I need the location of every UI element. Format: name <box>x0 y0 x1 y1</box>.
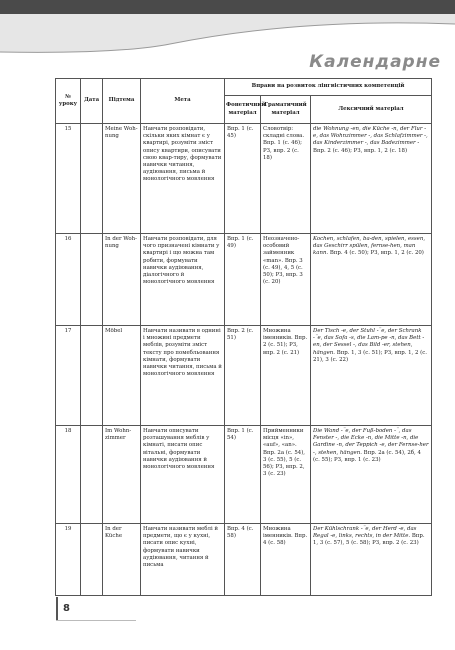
cell-grammar: Множина іменників. Впр. 4 (с. 58) <box>261 524 311 596</box>
cell-phonetic: Впр. 4 (с. 58) <box>225 524 261 596</box>
cell-lexical <box>311 524 432 596</box>
cell-lexical <box>311 124 432 234</box>
page-header-title: Календарне <box>309 52 441 72</box>
cell-date <box>81 326 103 426</box>
cell-date <box>81 234 103 326</box>
cell-num: 15 <box>56 124 81 234</box>
cell-goal: Навчати називати в однині і множині предмети меблів, розуміти зміст тексту про помебльовання кімнати, формувати навички читання, письма й монологічного мовлення <box>141 326 225 426</box>
cell-grammar: Множина іменників. Впр. 2 (с. 51); РЗ, впр. 2 (с. 21) <box>261 326 311 426</box>
table-row <box>56 326 432 426</box>
cell-topic: In der Küche <box>103 524 141 596</box>
table-row <box>56 124 432 234</box>
table-row <box>56 426 432 524</box>
lexical-exercises: Впр. 2а (с. 54), 2б, 4 (с. 55); РЗ, впр. 1 (с. 23) <box>313 449 421 463</box>
cell-lexical <box>311 426 432 524</box>
cell-goal: Навчати розповідати, для чого призначені кімнати у квартирі і що можна там робити, формувати навички аудіювання, діалогічного й монологічного мовлення <box>141 234 225 326</box>
col-header-lexical: Лексичний матеріал <box>311 96 432 124</box>
col-header-date: Дата <box>81 79 103 124</box>
cell-date <box>81 524 103 596</box>
cell-num: 18 <box>56 426 81 524</box>
page-number: 8 <box>63 603 70 614</box>
cell-goal: Навчати описувати розташування меблів у кімнаті, писати опис вітальні, формувати навички аудіювання й монологічного мовлення <box>141 426 225 524</box>
cell-lexical <box>311 326 432 426</box>
cell-date <box>81 426 103 524</box>
cell-grammar: Прийменники місця «in», «auf», «an». Впр. 2а (с. 54), 3 (с. 55), 5 (с. 56); РЗ, впр. 2, 3 (с. 23) <box>261 426 311 524</box>
cell-num: 17 <box>56 326 81 426</box>
cell-phonetic: Впр. 2 (с. 51) <box>225 326 261 426</box>
cell-num: 19 <box>56 524 81 596</box>
lexical-words: Der Kühlschrank -¨e, der Herd -e, das Regal -e, links, rechts, in der Mitte. <box>313 526 417 540</box>
cell-phonetic: Впр. 1 (с. 54) <box>225 426 261 524</box>
cell-num: 16 <box>56 234 81 326</box>
table-row <box>56 234 432 326</box>
lexical-exercises: Впр. 1, 3 (с. 57), 5 (с. 58); РЗ, впр. 2 (с. 23) <box>313 533 425 547</box>
cell-topic: Im Wohn-zimmer <box>103 426 141 524</box>
cell-grammar: Неозначено-особовий займенник «man». Впр. 3 (с. 49), 4, 5 (с. 50); РЗ, впр. 3 (с. 20) <box>261 234 311 326</box>
col-header-exercises: Вправи на розвиток лінгвістичних компетенцій <box>225 79 432 96</box>
col-header-topic: Підтема <box>103 79 141 124</box>
lexical-exercises: Впр. 2 (с. 46); РЗ, впр. 1, 2 (с. 18) <box>313 147 408 154</box>
lexical-words: die Wohnung -en, die Küche -n, der Flur -e, das Wohnzimmer -, das Schlafzimmer -, das Kinderzimmer -, das Badezimmer - <box>313 126 428 147</box>
lexical-exercises: Впр. 1, 3 (с. 51); РЗ, впр. 1, 2 (с. 21), 3 (с. 22) <box>313 349 427 363</box>
col-header-grammar: Граматичний матеріал <box>261 96 311 124</box>
cell-goal: Навчати розповідати, скільки яких кімнат є у квартирі, розуміти зміст опису квартири, описувати свою квар-тиру, формувати навички читання, аудіювання, письма й монологічного мовлення <box>141 124 225 234</box>
cell-lexical <box>311 234 432 326</box>
cell-phonetic: Впр. 1 (с. 45) <box>225 124 261 234</box>
cell-phonetic: Впр. 1 (с. 49) <box>225 234 261 326</box>
cell-topic: Möbel <box>103 326 141 426</box>
col-header-phonetic: Фонетичний матеріал <box>225 96 261 124</box>
lexical-words: Die Wand -¨e, der Fuß-boden -¨, das Fenster -, die Ecke -n, die Mitte -n, die Gardine -n, der Teppich -e, der Fernse-her -, stehen, hängen. <box>313 428 429 456</box>
cell-date <box>81 124 103 234</box>
cell-topic: Meine Woh-nung <box>103 124 141 234</box>
cell-topic: In der Woh-nung <box>103 234 141 326</box>
col-header-goal: Мета <box>141 79 225 124</box>
col-header-num: № уроку <box>56 79 81 124</box>
cell-grammar: Словотвір: складні слова. Впр. 1 (с. 46); РЗ, впр. 2 (с. 18) <box>261 124 311 234</box>
page-number-rule <box>56 597 58 621</box>
cell-goal: Навчати називати меблі й предмети, що є у кухні, писати опис кухні, формувати навички аудіювання, читання й письма <box>141 524 225 596</box>
lexical-words: Kochen, schlafen, ba-den, spielen, essen, das Geschirr spülen, fernse-hen, man kann. <box>313 236 426 257</box>
lexical-exercises: Впр. 4 (с. 50); РЗ, впр. 1, 2 (с. 20) <box>329 250 424 257</box>
calendar-plan-table <box>55 78 432 596</box>
header-curve-decoration <box>0 14 455 54</box>
table-row <box>56 524 432 596</box>
footer-divider <box>56 620 136 621</box>
lexical-words: Der Tisch -e, der Stuhl -¨e, der Schrank -¨e, das Sofa -s, die Lam-pe -n, das Bett -en, der Sessel -, das Bild -er, stehen, hängen. <box>313 328 425 356</box>
